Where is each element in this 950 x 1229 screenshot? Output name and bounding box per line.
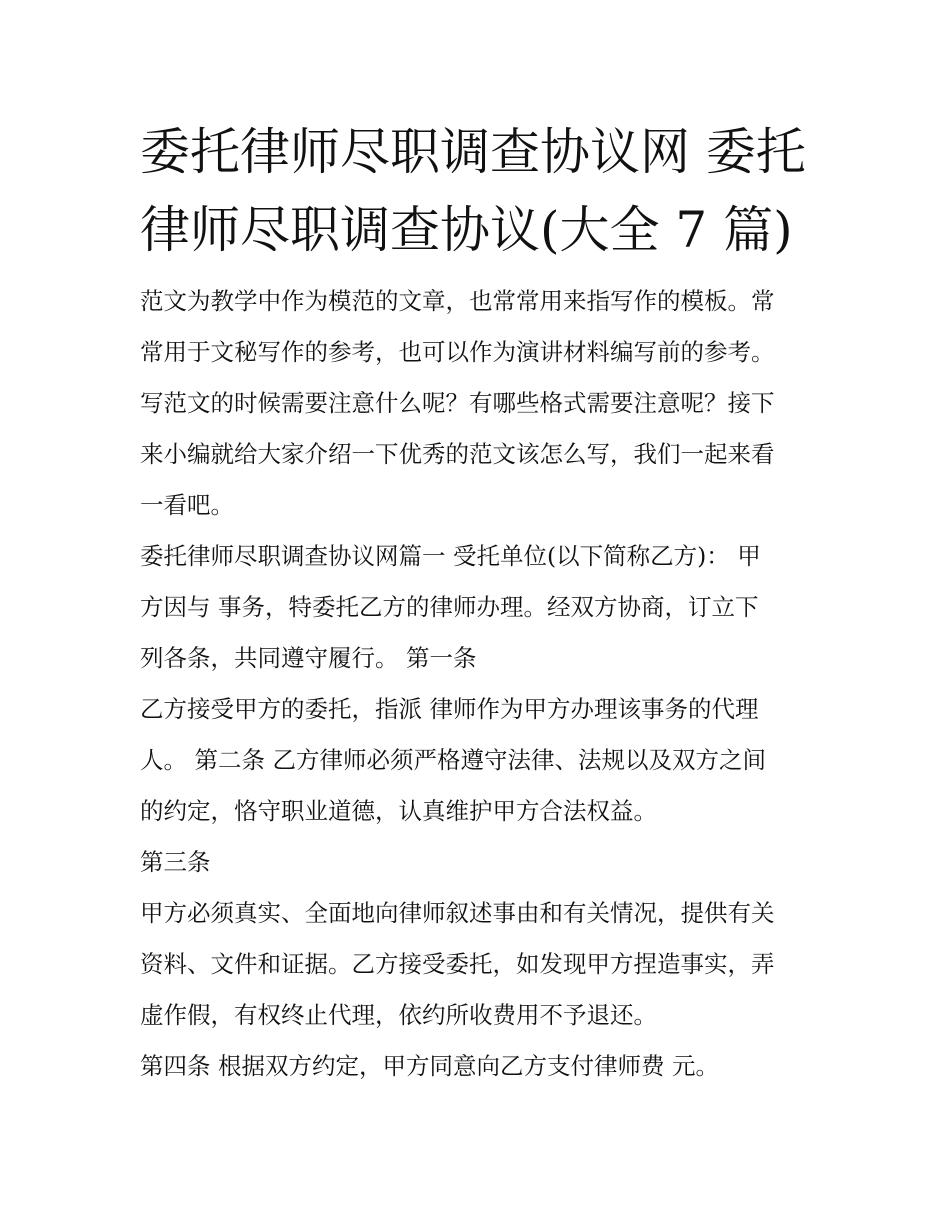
document-body [140, 276, 830, 1092]
text-line: 列各条，共同遵守履行。 第一条 [140, 644, 477, 672]
text-line: 范文为教学中作为模范的文章，也常常用来指写作的模板。常 [140, 287, 775, 315]
text-line: 常用于文秘写作的参考，也可以作为演讲材料编写前的参考。 [140, 338, 775, 366]
document-title [140, 113, 830, 269]
paragraph-intro [140, 276, 830, 531]
paragraph-article-four [140, 1041, 830, 1092]
text-line: 甲方必须真实、全面地向律师叙述事由和有关情况，提供有关 [140, 899, 775, 927]
text-line: 第三条 [140, 848, 211, 876]
text-line: 方因与 事务，特委托乙方的律师办理。经双方协商，订立下 [140, 593, 759, 621]
text-line: 的约定，恪守职业道德，认真维护甲方合法权益。 [140, 797, 657, 825]
text-line: 人。 第二条 乙方律师必须严格遵守法律、法规以及双方之间 [140, 746, 766, 774]
title-line: 律师尽职调查协议(大全 7 篇) [140, 201, 793, 259]
title-line: 委托律师尽职调查协议网 委托 [140, 123, 806, 181]
text-line: 虚作假，有权终止代理，依约所收费用不予退还。 [140, 1001, 657, 1029]
text-line: 一看吧。 [140, 491, 234, 519]
paragraph-section-one [140, 531, 830, 684]
text-line: 第四条 根据双方约定，甲方同意向乙方支付律师费 元。 [140, 1052, 719, 1080]
text-line: 乙方接受甲方的委托，指派 律师作为甲方办理该事务的代理 [140, 695, 759, 723]
text-line: 写范文的时候需要注意什么呢？有哪些格式需要注意呢？接下 [140, 389, 775, 417]
text-line: 来小编就给大家介绍一下优秀的范文该怎么写，我们一起来看 [140, 440, 775, 468]
paragraph-article-one-two [140, 684, 830, 837]
paragraph-article-three [140, 888, 830, 1041]
text-line: 资料、文件和证据。乙方接受委托，如发现甲方捏造事实，弄 [140, 950, 775, 978]
text-line: 委托律师尽职调查协议网篇一 受托单位(以下简称乙方)： 甲 [140, 542, 761, 570]
paragraph-article-three-heading [140, 837, 830, 888]
